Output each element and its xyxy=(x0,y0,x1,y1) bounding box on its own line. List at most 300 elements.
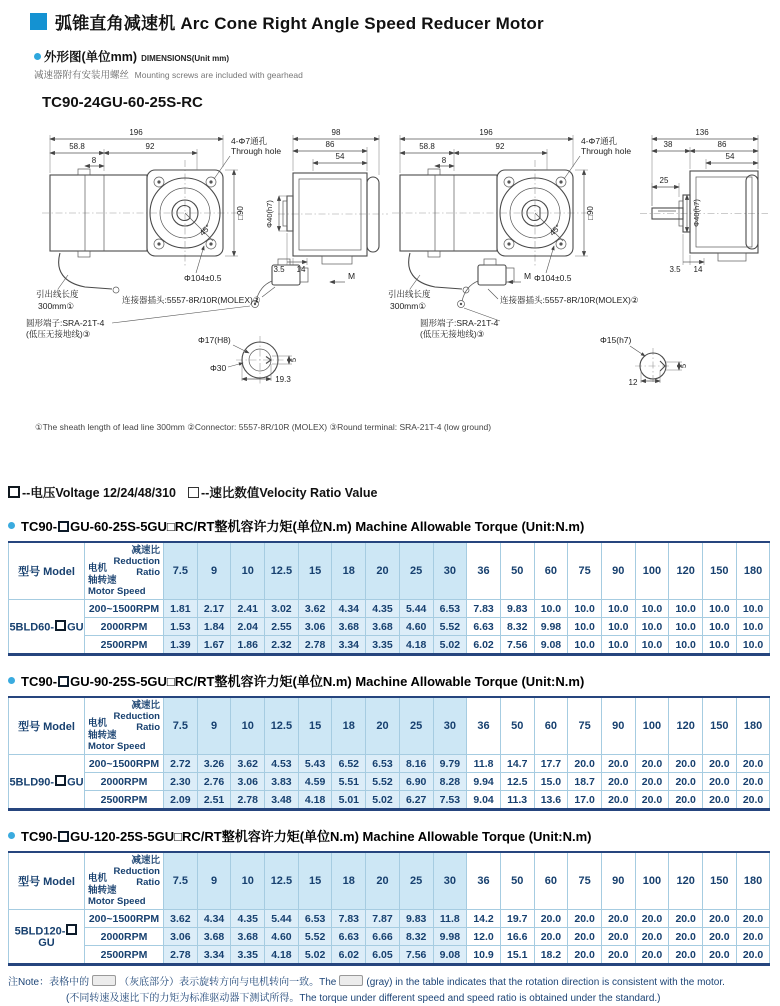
ratio-header: 90 xyxy=(601,542,635,600)
torque-cell: 20.0 xyxy=(601,946,635,965)
torque-cell: 7.83 xyxy=(467,600,501,618)
filled-square-icon xyxy=(55,620,66,631)
torque-cell: 15.1 xyxy=(500,946,534,965)
ratio-header: 9 xyxy=(197,697,231,755)
torque-cell: 6.63 xyxy=(332,928,366,946)
section-heading-60 xyxy=(8,516,780,535)
ratio-speed-diagonal-header xyxy=(85,542,164,600)
dim-58-8: 58.8 xyxy=(419,142,435,151)
legend-ratio-text: --速比数值Velocity Ratio Value xyxy=(201,483,377,501)
dim-square-90: □90 xyxy=(236,206,245,220)
torque-cell: 14.2 xyxy=(467,910,501,928)
ratio-header: 7.5 xyxy=(164,697,198,755)
ratio-header: 12.5 xyxy=(265,852,299,910)
torque-cell: 8.32 xyxy=(500,618,534,636)
torque-cell: 5.01 xyxy=(332,791,366,810)
speed-cell: 200~1500RPM xyxy=(85,600,164,618)
reduction-ratio-label: 减速比 Reduction Ratio xyxy=(114,545,160,579)
mounting-note xyxy=(34,67,780,81)
terminal-label: 圆形端子:SRA-21T-4 xyxy=(26,318,105,328)
torque-table-60-host xyxy=(0,541,780,656)
torque-cell: 20.0 xyxy=(601,928,635,946)
bottom-note xyxy=(8,975,780,1006)
left-cable-assembly xyxy=(26,253,355,339)
torque-cell: 6.90 xyxy=(399,773,433,791)
torque-cell: 13.6 xyxy=(534,791,568,810)
ratio-header: 60 xyxy=(534,852,568,910)
torque-cell: 1.84 xyxy=(197,618,231,636)
dimensions-heading-cn: 外形图(单位mm) xyxy=(44,47,137,65)
dim-25: 25 xyxy=(660,176,669,185)
dim-92: 92 xyxy=(146,142,155,151)
torque-table xyxy=(8,851,770,966)
torque-cell: 20.0 xyxy=(736,773,770,791)
detail-dim-5: 5 xyxy=(679,364,688,368)
ratio-header: 10 xyxy=(231,852,265,910)
torque-cell: 12.5 xyxy=(500,773,534,791)
torque-cell: 8.28 xyxy=(433,773,467,791)
ratio-header: 75 xyxy=(568,542,602,600)
bottom-note-line2: (不同转速及速比下的力矩为标准驱动器下测试所得。The torque under different speed and speed ratio is obtained under the standard.) xyxy=(8,991,780,1006)
torque-cell: 3.68 xyxy=(332,618,366,636)
torque-cell: 20.0 xyxy=(669,755,703,773)
ratio-header: 75 xyxy=(568,697,602,755)
torque-cell: 20.0 xyxy=(703,773,737,791)
torque-cell: 20.0 xyxy=(568,928,602,946)
torque-cell: 6.53 xyxy=(366,755,400,773)
ratio-header: 100 xyxy=(635,697,669,755)
torque-cell: 20.0 xyxy=(736,791,770,810)
torque-cell: 20.0 xyxy=(568,755,602,773)
torque-table xyxy=(8,696,770,811)
ratio-header: 50 xyxy=(500,542,534,600)
torque-cell: 20.0 xyxy=(635,910,669,928)
speed-cell: 2000RPM xyxy=(85,618,164,636)
torque-cell: 1.39 xyxy=(164,636,198,655)
torque-cell: 20.0 xyxy=(736,946,770,965)
dim-3-5: 3.5 xyxy=(669,265,681,274)
ratio-square-icon xyxy=(188,487,199,498)
ratio-header: 100 xyxy=(635,852,669,910)
ratio-header: 25 xyxy=(399,852,433,910)
terminal-note: (低压无接地线)③ xyxy=(26,329,90,339)
torque-cell: 20.0 xyxy=(669,791,703,810)
torque-cell: 10.0 xyxy=(601,618,635,636)
torque-cell: 7.87 xyxy=(366,910,400,928)
torque-cell: 20.0 xyxy=(669,910,703,928)
motor-speed-label: 电机 轴转速 Motor Speed xyxy=(88,563,146,597)
speed-cell: 200~1500RPM xyxy=(85,910,164,928)
torque-cell: 4.18 xyxy=(265,946,299,965)
detail-dia-15: Φ15(h7) xyxy=(600,335,632,345)
torque-cell: 5.44 xyxy=(399,600,433,618)
torque-cell: 5.43 xyxy=(298,755,332,773)
torque-cell: 20.0 xyxy=(669,773,703,791)
ratio-header: 10 xyxy=(231,697,265,755)
bullet-icon xyxy=(8,677,15,684)
torque-cell: 17.7 xyxy=(534,755,568,773)
dim-196: 196 xyxy=(479,128,493,137)
ratio-header: 30 xyxy=(433,852,467,910)
torque-cell: 10.0 xyxy=(635,618,669,636)
dim-92: 92 xyxy=(496,142,505,151)
torque-cell: 2.17 xyxy=(197,600,231,618)
torque-cell: 4.60 xyxy=(399,618,433,636)
page-header xyxy=(0,0,780,34)
torque-cell: 2.04 xyxy=(231,618,265,636)
ratio-header: 10 xyxy=(231,542,265,600)
speed-cell: 2500RPM xyxy=(85,946,164,965)
torque-cell: 10.0 xyxy=(669,600,703,618)
torque-cell: 10.0 xyxy=(568,636,602,655)
torque-cell: 18.2 xyxy=(534,946,568,965)
ratio-header: 25 xyxy=(399,542,433,600)
torque-cell: 10.0 xyxy=(703,618,737,636)
torque-cell: 3.34 xyxy=(197,946,231,965)
torque-cell: 20.0 xyxy=(703,791,737,810)
lead-length-label: 引出线长度 xyxy=(388,289,431,299)
model-column-header: 型号 Model xyxy=(9,697,85,755)
torque-cell: 3.68 xyxy=(366,618,400,636)
torque-cell: 1.53 xyxy=(164,618,198,636)
model-column-header: 型号 Model xyxy=(9,542,85,600)
ratio-header: 50 xyxy=(500,697,534,755)
dim-58-8: 58.8 xyxy=(69,142,85,151)
torque-cell: 3.06 xyxy=(164,928,198,946)
model-code: TC90-24GU-60-25S-RC xyxy=(42,94,780,111)
torque-cell: 11.8 xyxy=(433,910,467,928)
torque-table-120-host xyxy=(0,851,780,966)
torque-cell: 9.98 xyxy=(433,928,467,946)
voltage-square-icon xyxy=(8,486,20,498)
ratio-header: 18 xyxy=(332,697,366,755)
torque-cell: 20.0 xyxy=(601,791,635,810)
torque-cell: 7.83 xyxy=(332,910,366,928)
ratio-header: 30 xyxy=(433,542,467,600)
torque-cell: 8.32 xyxy=(399,928,433,946)
dim-54: 54 xyxy=(726,152,735,161)
detail-dia-17: Φ17(H8) xyxy=(198,335,231,345)
torque-cell: 3.06 xyxy=(231,773,265,791)
bullet-icon xyxy=(8,522,15,529)
diagram-footnote: ①The sheath length of lead line 300mm ②Connector: 5557-8R/10R (MOLEX) ③Round terminal: SRA-21T-4 (low ground) xyxy=(35,422,780,433)
torque-cell: 2.51 xyxy=(197,791,231,810)
torque-cell: 15.0 xyxy=(534,773,568,791)
dim-104: Φ104±0.5 xyxy=(184,273,222,283)
torque-cell: 5.02 xyxy=(298,946,332,965)
torque-cell: 20.0 xyxy=(635,928,669,946)
note-mid2: (gray) in the table indicates that the rotation direction is consistent with the motor. xyxy=(366,977,725,988)
torque-table-90-host xyxy=(0,696,780,811)
torque-cell: 2.41 xyxy=(231,600,265,618)
dim-shaft-40: Φ40(h7) xyxy=(692,199,701,227)
torque-cell: 2.78 xyxy=(298,636,332,655)
reduction-ratio-label: 减速比 Reduction Ratio xyxy=(114,855,160,889)
section-title-prefix: TC90- xyxy=(21,519,57,534)
right-front-view xyxy=(392,128,631,283)
legend-voltage-text: --电压Voltage 12/24/48/310 xyxy=(22,483,176,501)
mounting-note-en: Mounting screws are included with gearhead xyxy=(135,70,303,80)
torque-cell: 3.83 xyxy=(265,773,299,791)
ratio-header: 18 xyxy=(332,852,366,910)
torque-cell: 20.0 xyxy=(703,928,737,946)
torque-cell: 20.0 xyxy=(736,910,770,928)
torque-cell: 6.53 xyxy=(298,910,332,928)
torque-cell: 9.08 xyxy=(534,636,568,655)
ratio-header: 90 xyxy=(601,852,635,910)
dim-38: 38 xyxy=(664,140,673,149)
section-title-rest: GU-120-25S-5GU□RC/RT整机容许力矩(单位N.m) Machine Allowable Torque (Unit:N.m) xyxy=(70,829,591,844)
through-hole-label-cn: 4-Φ7通孔 xyxy=(581,136,618,146)
section-title-prefix: TC90- xyxy=(21,674,57,689)
right-cable-assembly xyxy=(388,253,638,339)
dim-54: 54 xyxy=(336,152,345,161)
filled-square-icon xyxy=(58,676,69,687)
ratio-header: 15 xyxy=(298,852,332,910)
ratio-header: 36 xyxy=(467,697,501,755)
torque-cell: 5.52 xyxy=(433,618,467,636)
ratio-header: 150 xyxy=(703,697,737,755)
dim-square-90: □90 xyxy=(586,206,595,220)
torque-cell: 2.30 xyxy=(164,773,198,791)
torque-cell: 8.16 xyxy=(399,755,433,773)
terminal-label: 圆形端子:SRA-21T-4 xyxy=(420,318,499,328)
dim-14: 14 xyxy=(297,265,306,274)
torque-cell: 4.35 xyxy=(231,910,265,928)
dimensions-heading xyxy=(34,47,780,65)
torque-cell: 2.78 xyxy=(231,791,265,810)
model-cell: 5BLD90- GU xyxy=(9,755,85,810)
torque-cell: 7.53 xyxy=(433,791,467,810)
torque-cell: 12.0 xyxy=(467,928,501,946)
through-hole-label-en: Through hole xyxy=(581,146,631,156)
torque-cell: 10.0 xyxy=(703,600,737,618)
ratio-header: 60 xyxy=(534,542,568,600)
ratio-header: 120 xyxy=(669,542,703,600)
torque-cell: 9.79 xyxy=(433,755,467,773)
section-title-prefix: TC90- xyxy=(21,829,57,844)
torque-cell: 20.0 xyxy=(635,791,669,810)
dim-m: M xyxy=(348,271,355,281)
torque-cell: 1.67 xyxy=(197,636,231,655)
ratio-header: 25 xyxy=(399,697,433,755)
torque-cell: 6.27 xyxy=(399,791,433,810)
torque-cell: 3.35 xyxy=(231,946,265,965)
torque-cell: 10.9 xyxy=(467,946,501,965)
torque-cell: 20.0 xyxy=(669,928,703,946)
speed-cell: 200~1500RPM xyxy=(85,755,164,773)
torque-cell: 20.0 xyxy=(736,928,770,946)
ratio-header: 30 xyxy=(433,697,467,755)
torque-table xyxy=(8,541,770,656)
torque-cell: 6.05 xyxy=(366,946,400,965)
torque-cell: 9.98 xyxy=(534,618,568,636)
ratio-header: 9 xyxy=(197,852,231,910)
torque-cell: 3.62 xyxy=(164,910,198,928)
bullet-icon xyxy=(34,53,41,60)
torque-cell: 7.56 xyxy=(500,636,534,655)
detail-dim-12: 12 xyxy=(629,378,638,387)
speed-cell: 2500RPM xyxy=(85,791,164,810)
connector-label: 连接器插头:5557-8R/10R(MOLEX)② xyxy=(122,295,260,305)
ratio-header: 180 xyxy=(736,542,770,600)
mounting-note-cn: 减速器附有安装用螺丝 xyxy=(34,70,129,81)
ratio-header: 120 xyxy=(669,852,703,910)
ratio-header: 20 xyxy=(366,697,400,755)
left-front-view xyxy=(42,128,281,283)
ratio-speed-diagonal-header xyxy=(85,852,164,910)
dim-m: M xyxy=(524,271,531,281)
torque-cell: 20.0 xyxy=(703,755,737,773)
torque-cell: 3.34 xyxy=(332,636,366,655)
bottom-note-line1 xyxy=(8,975,780,991)
bullet-icon xyxy=(8,832,15,839)
title-square-icon xyxy=(30,13,47,30)
torque-cell: 20.0 xyxy=(703,910,737,928)
page-title: 弧锥直角减速机 Arc Cone Right Angle Speed Reducer Motor xyxy=(55,9,544,34)
ratio-speed-diagonal-header xyxy=(85,697,164,755)
ratio-header: 60 xyxy=(534,697,568,755)
torque-cell: 4.34 xyxy=(197,910,231,928)
torque-cell: 6.66 xyxy=(366,928,400,946)
torque-cell: 3.06 xyxy=(298,618,332,636)
torque-cell: 20.0 xyxy=(534,910,568,928)
torque-cell: 20.0 xyxy=(635,946,669,965)
torque-cell: 5.52 xyxy=(298,928,332,946)
torque-cell: 4.18 xyxy=(399,636,433,655)
section-heading-120 xyxy=(8,826,780,845)
through-hole-label-en: Through hole xyxy=(231,146,281,156)
gray-swatch-icon xyxy=(339,975,363,986)
torque-cell: 19.7 xyxy=(500,910,534,928)
torque-cell: 6.02 xyxy=(332,946,366,965)
lead-length-value: 300mm① xyxy=(390,301,426,311)
dim-14: 14 xyxy=(694,265,703,274)
dim-3-5: 3.5 xyxy=(273,265,285,274)
torque-cell: 3.68 xyxy=(197,928,231,946)
torque-cell: 10.0 xyxy=(669,636,703,655)
torque-cell: 4.18 xyxy=(298,791,332,810)
ratio-header: 36 xyxy=(467,542,501,600)
ratio-header: 7.5 xyxy=(164,852,198,910)
torque-cell: 20.0 xyxy=(568,946,602,965)
dimension-drawings xyxy=(0,113,780,418)
left-side-view xyxy=(265,128,388,274)
dim-8: 8 xyxy=(442,156,447,165)
speed-cell: 2000RPM xyxy=(85,773,164,791)
legend xyxy=(8,483,780,501)
torque-cell: 2.55 xyxy=(265,618,299,636)
lead-length-label: 引出线长度 xyxy=(36,289,79,299)
torque-cell: 11.3 xyxy=(500,791,534,810)
torque-cell: 9.04 xyxy=(467,791,501,810)
torque-cell: 10.0 xyxy=(635,600,669,618)
torque-cell: 5.51 xyxy=(332,773,366,791)
torque-cell: 20.0 xyxy=(703,946,737,965)
connector-label: 连接器插头:5557-8R/10R(MOLEX)② xyxy=(500,295,638,305)
torque-cell: 10.0 xyxy=(736,618,770,636)
dimensions-heading-en: DIMENSIONS(Unit mm) xyxy=(141,54,229,63)
dim-86: 86 xyxy=(326,140,335,149)
torque-cell: 2.72 xyxy=(164,755,198,773)
torque-cell: 20.0 xyxy=(601,773,635,791)
ratio-header: 75 xyxy=(568,852,602,910)
filled-square-icon xyxy=(55,775,66,786)
torque-cell: 4.34 xyxy=(332,600,366,618)
model-cell: 5BLD120-GU xyxy=(9,910,85,965)
dim-8: 8 xyxy=(92,156,97,165)
torque-cell: 6.02 xyxy=(467,636,501,655)
torque-cell: 10.0 xyxy=(736,636,770,655)
filled-square-icon xyxy=(58,521,69,532)
detail-dim-19-3: 19.3 xyxy=(275,375,291,384)
right-shaft-detail xyxy=(600,335,688,387)
torque-cell: 9.83 xyxy=(399,910,433,928)
note-mid1: （灰底部分）表示旋转方向与电机转向一致。The xyxy=(119,977,336,988)
torque-cell: 3.26 xyxy=(197,755,231,773)
torque-cell: 3.35 xyxy=(366,636,400,655)
filled-square-icon xyxy=(58,831,69,842)
dim-104: Φ104±0.5 xyxy=(534,273,572,283)
torque-cell: 3.68 xyxy=(231,928,265,946)
reduction-ratio-label: 减速比 Reduction Ratio xyxy=(114,700,160,734)
lead-length-value: 300mm① xyxy=(38,301,74,311)
filled-square-icon xyxy=(66,924,77,935)
ratio-header: 180 xyxy=(736,852,770,910)
ratio-header: 150 xyxy=(703,542,737,600)
ratio-header: 15 xyxy=(298,542,332,600)
torque-cell: 5.52 xyxy=(366,773,400,791)
torque-cell: 10.0 xyxy=(703,636,737,655)
section-title-rest: GU-90-25S-5GU□RC/RT整机容许力矩(单位N.m) Machine Allowable Torque (Unit:N.m) xyxy=(70,674,584,689)
torque-cell: 17.0 xyxy=(568,791,602,810)
dim-136: 136 xyxy=(695,128,709,137)
ratio-header: 9 xyxy=(197,542,231,600)
dim-shaft-40: Φ40(h7) xyxy=(265,200,274,228)
dim-86: 86 xyxy=(718,140,727,149)
ratio-header: 7.5 xyxy=(164,542,198,600)
motor-speed-label: 电机 轴转速 Motor Speed xyxy=(88,873,146,907)
torque-cell: 7.56 xyxy=(399,946,433,965)
right-side-view xyxy=(640,128,768,274)
torque-cell: 1.81 xyxy=(164,600,198,618)
ratio-header: 90 xyxy=(601,697,635,755)
torque-cell: 20.0 xyxy=(601,755,635,773)
model-column-header: 型号 Model xyxy=(9,852,85,910)
dim-45: 45° xyxy=(548,223,563,238)
ratio-header: 12.5 xyxy=(265,542,299,600)
detail-dia-30: Φ30 xyxy=(210,363,227,373)
speed-cell: 2500RPM xyxy=(85,636,164,655)
section-heading-90 xyxy=(8,671,780,690)
torque-cell: 20.0 xyxy=(534,928,568,946)
torque-cell: 10.0 xyxy=(601,600,635,618)
torque-cell: 20.0 xyxy=(669,946,703,965)
torque-cell: 10.0 xyxy=(736,600,770,618)
torque-cell: 10.0 xyxy=(635,636,669,655)
model-cell: 5BLD60- GU xyxy=(9,600,85,655)
ratio-header: 18 xyxy=(332,542,366,600)
dim-196: 196 xyxy=(129,128,143,137)
torque-cell: 20.0 xyxy=(635,755,669,773)
gray-swatch-icon xyxy=(92,975,116,986)
torque-cell: 1.86 xyxy=(231,636,265,655)
torque-cell: 3.48 xyxy=(265,791,299,810)
torque-cell: 9.08 xyxy=(433,946,467,965)
torque-cell: 11.8 xyxy=(467,755,501,773)
torque-cell: 4.59 xyxy=(298,773,332,791)
ratio-header: 150 xyxy=(703,852,737,910)
